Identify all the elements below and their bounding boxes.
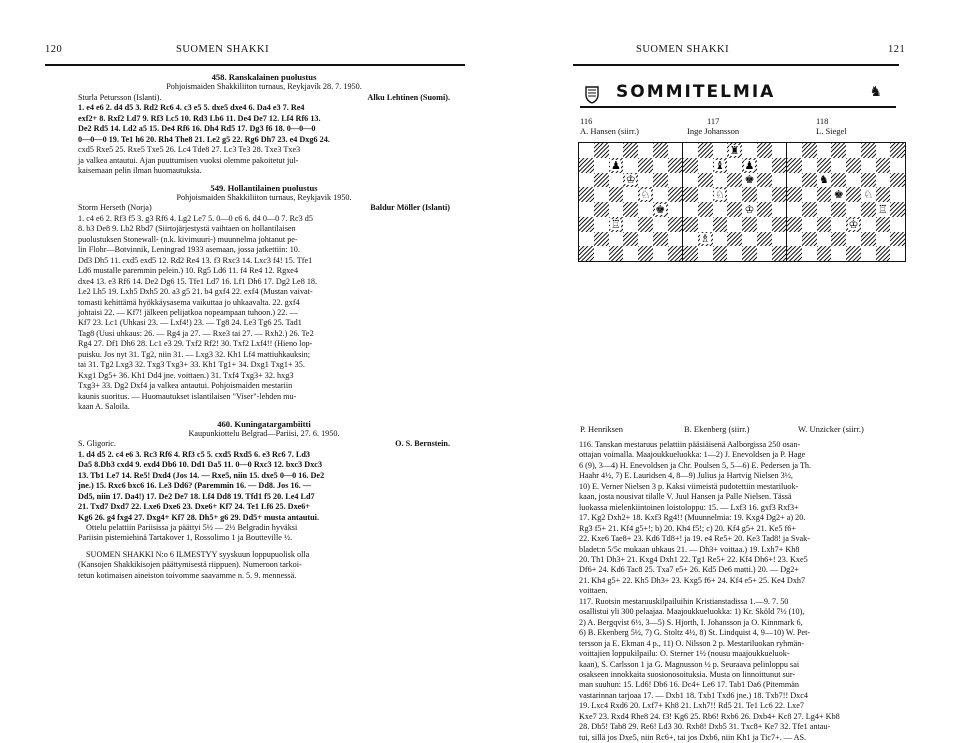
board-square — [698, 202, 713, 217]
text-line: 28. Db5! Tab8 29. Re6! Ld3 30. Rxb8! Dxb5 31. Txc8+ Ke7 32. Tfe1 antau- — [579, 722, 831, 732]
board-square — [802, 246, 817, 261]
text-line: johtaisi 22. — Kf7! jälkeen pelijatkoa nopeampaan tuhoon.) 22. — — [78, 307, 298, 317]
board-square — [653, 232, 668, 247]
board-square — [579, 232, 594, 247]
text-line: 460. Kuningatargambiitti — [217, 418, 311, 429]
text-line: kaan, josta nousivat tilalle V. Juul Hansen ja Palle Nielsen. Tässä — [579, 492, 792, 502]
chessboard-118 — [786, 142, 906, 262]
board-square — [638, 173, 653, 188]
line-left: S. Gligoric. — [78, 439, 116, 449]
board-square — [817, 173, 832, 188]
text-line: vastarinnan tarjoaa 17. — Dxb1 18. Txb1 Txd6 jne.) 18. Txb7!! Dxc4 — [579, 690, 808, 700]
board-square — [653, 158, 668, 173]
board-square — [594, 232, 609, 247]
board-square — [579, 173, 594, 188]
board-square — [861, 173, 876, 188]
chess-piece-icon: ♚ — [655, 202, 666, 216]
board-square — [609, 232, 624, 247]
board-square — [653, 217, 668, 232]
chess-piece-icon: ♖ — [610, 217, 621, 231]
text-line: (Kansojen Shakkikisojen päättymisestä riippuen). Numeroon tarkoi- — [78, 560, 302, 570]
board-square — [609, 143, 624, 158]
board-square — [609, 202, 624, 217]
board-square — [861, 158, 876, 173]
problem-author-bottom-3: W. Unzicker (siirr.) — [798, 424, 864, 434]
board-square — [802, 158, 817, 173]
board-square — [713, 202, 728, 217]
board-square — [876, 246, 891, 261]
board-square — [802, 173, 817, 188]
text-line: Kxg1 Dg5+ 36. Kh1 Dd4 jne. voittaen.) 31. Txf4 Txg3+ 32. hxg3 — [78, 370, 294, 380]
text-line: 549. Hollantilainen puolustus — [210, 182, 318, 193]
text-line: 0—0—0 19. Te1 h6 20. Rh4 The8 21. Le2 g5 22. Rg6 Dh7 23. e4 Dxg6 24. — [78, 134, 330, 144]
board-square — [713, 143, 728, 158]
board-square — [638, 217, 653, 232]
text-line: 1. c4 e6 2. Rf3 f5 3. g3 Rf6 4. Lg2 Le7 5. 0—0 c6 6. d4 0—0 7. Rc3 d5 — [78, 213, 313, 223]
text-line: Dd3 Dh5 11. cxd5 exd5 12. Rd2 Re4 13. f3 Rxc3 14. Lxc3 f4! 15. Tfe1 — [78, 255, 313, 265]
board-square — [802, 143, 817, 158]
board-square — [638, 232, 653, 247]
text-line: Kf7 23. Lc1 (Uhkasi 23. — Lxf4!) 23. — Tg8 24. Le3 Tg6 25. Tad1 — [78, 318, 302, 328]
board-square — [594, 173, 609, 188]
board-square — [772, 173, 787, 188]
text-line: tersson ja E. Ekman 4 p., 11) O. Nilsson 2 p. Mestariluokan ryhmän- — [579, 638, 805, 648]
text-line: tui, sillä jos Dxe5, niin Rc6+, tai jos Dxb6, niin Kh1 ja Tic7+. — AS. — [579, 732, 807, 742]
board-square — [683, 158, 698, 173]
left-page-number: 120 — [45, 44, 63, 55]
text-line: kaan), S. Carlsson 1 ja G. Magnusson ½ p. Seuraava pelinloppu sai — [579, 659, 800, 669]
text-line — [78, 93, 450, 103]
board-square — [683, 202, 698, 217]
board-square — [831, 232, 846, 247]
board-square — [890, 173, 905, 188]
text-line: Kaupunkiottelu Belgrad—Pariisi, 27. 6. 1950. — [188, 428, 340, 438]
chess-piece-icon: ♘ — [863, 188, 874, 202]
text-line: 2) A. Bergqvist 6½, 3—5) S. Hjorth, I. Johansson ja O. Kinnmark 6, — [579, 617, 803, 627]
board-square — [713, 187, 728, 202]
chess-piece-icon: ♚ — [833, 188, 844, 202]
board-square — [890, 202, 905, 217]
board-square — [727, 158, 742, 173]
text-line: 1. e4 e6 2. d4 d5 3. Rd2 Rc6 4. c3 e5 5. dxe5 dxe4 6. Da4 e3 7. Re4 — [78, 103, 305, 113]
board-square — [802, 232, 817, 247]
chess-piece-icon: ♗ — [700, 232, 711, 246]
right-page-number: 121 — [888, 44, 906, 55]
board-square — [757, 217, 772, 232]
board-square — [846, 246, 861, 261]
text-line: Pohjoismaiden Shakkiliiton turnaus, Reykjavík 28. 7. 1950. — [166, 82, 362, 92]
board-square — [787, 173, 802, 188]
text-line: 116. Tanskan mestaruus pelattiin pääsiäisenä Aalborgissa 250 osan- — [579, 440, 801, 449]
board-square — [668, 246, 683, 261]
left-column-text — [78, 72, 450, 581]
board-square — [831, 158, 846, 173]
problem-author-118: L. Siegel — [816, 126, 847, 136]
text-line: Dd5, niin 17. Da4!) 17. De2 De7 18. Lf4 Dd8 19. Tfd1 f5 20. Le4 Ld7 — [78, 491, 315, 501]
text-line: Df6+ 24. Kd6 Tac8 25. Txa7 e5+ 26. Kd5 De6 matti.) 20. — Dg2+ — [579, 565, 799, 575]
board-square — [772, 217, 787, 232]
text-line: puolustuksen Stonewall- (n.k. kivimuuri-) muunnelma johtanut pe- — [78, 234, 298, 244]
board-square — [817, 217, 832, 232]
board-square — [817, 158, 832, 173]
chess-piece-icon: ♟ — [744, 158, 755, 172]
chess-piece-icon: ♞ — [818, 173, 829, 187]
board-square — [802, 217, 817, 232]
board-square — [668, 202, 683, 217]
board-square — [772, 202, 787, 217]
board-square — [579, 202, 594, 217]
board-square — [757, 143, 772, 158]
board-square — [787, 143, 802, 158]
board-square — [861, 143, 876, 158]
board-square — [742, 217, 757, 232]
board-square — [623, 202, 638, 217]
problem-number-117: 117 — [707, 116, 720, 126]
board-square — [698, 158, 713, 173]
text-line: Rg3 f5+ 21. Kf4 g5+!; b) 20. Kh4 f5!; c) 20. Kf4 g5+ 21. Ke5 f6+ — [579, 523, 796, 533]
board-square — [890, 187, 905, 202]
text-line: tai 31. Tg2 Lxg3 32. Txg3 Txg3+ 33. Kh1 Tg1+ 34. Dxg1 Txg1+ 35. — [78, 360, 305, 370]
board-square — [861, 217, 876, 232]
board-square — [668, 173, 683, 188]
board-square — [757, 232, 772, 247]
board-square — [817, 202, 832, 217]
text-line: luokassa mielenkiintoinen loistoloppu: 15. — Lxf3 16. gxf3 Rxf3+ — [579, 502, 799, 512]
board-square — [757, 173, 772, 188]
text-line: 1. d4 d5 2. c4 e6 3. Rc3 Rf6 4. Rf3 c5 5. cxd5 Rxd5 6. e3 Rc6 7. Ld3 — [78, 449, 310, 459]
board-square — [594, 143, 609, 158]
board-square — [876, 202, 891, 217]
board-square — [890, 158, 905, 173]
text-line: man suuhun: 15. Ld6! Db6 16. Dc4+ Le6 17. Tab1 Da6 (Pitemmän — [579, 680, 799, 690]
board-square — [831, 187, 846, 202]
board-square — [742, 232, 757, 247]
right-column-text — [579, 440, 897, 743]
board-square — [742, 187, 757, 202]
chess-piece-icon: ♚ — [744, 173, 755, 187]
board-square — [727, 187, 742, 202]
board-square — [787, 158, 802, 173]
board-square — [609, 246, 624, 261]
right-running-title: SUOMEN SHAKKI — [636, 44, 730, 55]
text-line: kaisemaan pelin ilman huomautuksia. — [78, 166, 202, 176]
board-square — [653, 246, 668, 261]
board-square — [623, 232, 638, 247]
board-square — [772, 246, 787, 261]
board-square — [757, 246, 772, 261]
board-square — [623, 173, 638, 188]
board-square — [609, 173, 624, 188]
board-square — [876, 187, 891, 202]
chessboard-117 — [682, 142, 802, 262]
text-line: voittajien loppukilpailu: O. Sterner 1½ (nousu maajoukkueluok- — [579, 649, 790, 659]
board-square — [846, 202, 861, 217]
chess-piece-icon: ♘ — [714, 188, 725, 202]
text-line: tetun kotimaisen aineiston toivomme saavamme n. 5. 9. mennessä. — [78, 570, 297, 580]
board-square — [890, 143, 905, 158]
board-square — [772, 232, 787, 247]
text-line: Ottelu pelattiin Pariisissa ja päättyi 5½ — 2½ Belgradin hyväksi — [86, 523, 298, 533]
board-square — [653, 173, 668, 188]
board-square — [727, 173, 742, 188]
text-line: Le2 Lh5 19. Lxh5 Dxh5 20. a3 g5 21. b4 gxf4 22. exf4 (Mustan vaivat- — [78, 287, 313, 297]
board-square — [802, 202, 817, 217]
text-line: puisku. Jos nyt 31. Tg2, niin 31. — Lxg3 32. Kh1 Lf4 mattiuhkauksin; — [78, 349, 311, 359]
left-header-rule — [45, 64, 465, 66]
board-square — [727, 143, 742, 158]
chessboard-116 — [578, 142, 698, 262]
board-square — [742, 202, 757, 217]
board-square — [831, 246, 846, 261]
board-square — [876, 217, 891, 232]
chess-piece-icon: ♘ — [640, 188, 651, 202]
board-square — [846, 187, 861, 202]
board-square — [623, 143, 638, 158]
text-line: kaan A. Saloila. — [78, 402, 130, 412]
board-square — [579, 217, 594, 232]
board-square — [846, 143, 861, 158]
board-square — [890, 246, 905, 261]
left-running-title: SUOMEN SHAKKI — [176, 44, 270, 55]
board-square — [638, 143, 653, 158]
text-line: Ld6 mustalle paremmin pelein.) 10. Rg5 Ld6 11. f4 Re4 12. Rgxe4 — [78, 266, 299, 276]
board-square — [727, 217, 742, 232]
board-square — [698, 246, 713, 261]
chess-piece-icon: ♜ — [729, 143, 740, 157]
board-square — [772, 158, 787, 173]
board-square — [742, 143, 757, 158]
text-line: Tag8 (Uusi uhkaus: 26. — Rg4 ja 27. — Rxe3 tai 27. — Rxh2.) 26. Te2 — [78, 328, 314, 338]
board-square — [727, 232, 742, 247]
board-square — [861, 246, 876, 261]
text-line: Haahr 4½, 7) E. Lauridsen 4, 8—9) Julius ja Hartvig Nielsen 3½, — [579, 471, 793, 481]
board-square — [683, 173, 698, 188]
board-square — [727, 246, 742, 261]
board-square — [890, 217, 905, 232]
board-square — [817, 143, 832, 158]
sommitelmia-title: SOMMITELMIA — [616, 82, 776, 102]
board-square — [698, 187, 713, 202]
text-line: exf2+ 8. Rxf2 Ld7 9. Rf3 Lc5 10. Rd3 Lb6 11. De4 De7 12. Lf4 Rf6 13. — [78, 113, 321, 123]
chess-piece-icon: ♟ — [610, 158, 621, 172]
board-square — [698, 143, 713, 158]
board-square — [787, 217, 802, 232]
board-square — [594, 187, 609, 202]
text-line: voittaen. — [579, 586, 608, 596]
board-square — [831, 143, 846, 158]
board-square — [609, 217, 624, 232]
board-square — [787, 232, 802, 247]
board-square — [713, 158, 728, 173]
text-line: Da5 8.Db3 cxd4 9. exd4 Db6 10. Dd1 Da5 11. 0—0 Rxc3 12. bxc3 Dxc3 — [78, 460, 323, 470]
board-square — [817, 232, 832, 247]
board-square — [638, 187, 653, 202]
text-line: Kxe7 23. Rxd4 Rhe8 24. f3! Kg6 25. Rb6! Rxb6 26. Dxb4+ Kc8 27. Lg4+ Kb8 — [579, 711, 840, 721]
text-line: kaunis suoritus. — Huomautukset islantilaisen "Viser"-lehden mu- — [78, 391, 297, 401]
board-square — [609, 187, 624, 202]
board-square — [668, 143, 683, 158]
board-square — [787, 246, 802, 261]
board-square — [594, 217, 609, 232]
board-square — [638, 202, 653, 217]
chess-piece-icon: ♔ — [744, 202, 755, 216]
board-square — [698, 173, 713, 188]
text-line: 458. Ranskalainen puolustus — [211, 72, 317, 82]
problem-author-bottom-2: B. Ekenberg (siirr.) — [684, 424, 750, 434]
board-square — [772, 187, 787, 202]
board-square — [727, 202, 742, 217]
text-line: osakseen innokkaita suosionosoituksia. Musta on linnoittunut sur- — [579, 669, 796, 679]
text-line: osallistui yli 300 pelaajaa. Maajoukkueluokka: 1) Kr. Sköld 7½ (10), — [579, 607, 805, 617]
board-square — [713, 246, 728, 261]
right-header-rule — [573, 64, 899, 66]
line-right: O. S. Bernstein. — [395, 439, 450, 449]
board-square — [594, 158, 609, 173]
text-line: ottajan voimalla. Maajoukkueluokka: 1—2) J. Enevoldsen ja P. Hage — [579, 450, 806, 460]
board-square — [623, 246, 638, 261]
board-square — [623, 187, 638, 202]
text-line: 22. Kxe6 Tae8+ 23. Kd6 Td8+! ja 19. e4 Re5+ 20. Ke3 Tad8! ja Svak- — [579, 534, 810, 544]
line-left: Sturla Petursson (Islanti). — [78, 92, 162, 102]
board-square — [683, 232, 698, 247]
text-line: 19. Lxc4 Rxd6 20. Lxf7+ Kh8 21. Lxh7!! Rd5 21. Te1 Lc6 22. Lxe7 — [579, 701, 804, 711]
text-line: bladet:n 5/5c mukaan uhkaus 21. — Dh3+ voittaa.) 19. Lxh7+ Kh8 — [579, 544, 800, 554]
text-line: 6 (9), 3—4) H. Enevoldsen ja Chr. Poulsen 5, 5—6) E. Pedersen ja Th. — [579, 460, 812, 470]
text-line: 117. Ruotsin mestaruuskilpailuihin Kristianstadissa 1.—9. 7. 50 — [579, 596, 789, 606]
text-line: 21. Kh4 g5+ 22. Kh5 Dh3+ 23. Kxg5 f6+ 24. Kf4 e5+ 25. Ke4 Dxh7 — [579, 575, 806, 585]
problem-number-118: 118 — [816, 116, 829, 126]
board-square — [579, 187, 594, 202]
board-square — [757, 202, 772, 217]
text-line: 6) B. Ekenberg 5½, 7) G. Stoltz 4½, 8) St. Lindquist 4, 9—10) W. Pet- — [579, 628, 811, 638]
chess-piece-icon: ♔ — [625, 173, 636, 187]
board-square — [579, 246, 594, 261]
text-line: Txg3+ 33. Dg2 Dxf4 ja valkea antautui. Pohjoismaiden mestariin — [78, 381, 293, 391]
board-square — [579, 143, 594, 158]
board-square — [594, 246, 609, 261]
board-square — [653, 187, 668, 202]
text-line: 17. Kg2 Dxh2+ 18. Kxf3 Rg4!! (Muunnelmia: 19. Kxg4 Dg2+ a) 20. — [579, 513, 806, 523]
board-square — [698, 217, 713, 232]
board-square — [861, 187, 876, 202]
board-square — [623, 217, 638, 232]
board-square — [757, 187, 772, 202]
board-square — [742, 158, 757, 173]
text-line: 21. Txd7 Dxd7 22. Lxe6 Dxe6 23. Dxe6+ Kf7 24. Te1 Lf6 25. Dxe6+ — [78, 502, 311, 512]
board-square — [831, 217, 846, 232]
board-square — [787, 187, 802, 202]
problem-author-bottom-1: P. Henriksen — [580, 424, 623, 434]
board-square — [846, 217, 861, 232]
board-square — [772, 143, 787, 158]
chess-piece-icon: ♖ — [877, 202, 888, 216]
problem-author-116: A. Hansen (siirr.) — [580, 126, 640, 136]
text-line: tomasti kehittämä hyökkäysasema vaikuttaa jo uhkaavalta. 22. gxf4 — [78, 297, 300, 307]
text-line: jne.) 15. Rxc6 bxc6 16. Le3 Dd6? (Paremmin 16. — Dd8. Jos 16. — — [78, 481, 311, 491]
board-square — [653, 143, 668, 158]
board-square — [594, 202, 609, 217]
text-line: Pariisin pistemiehinä Tartakover 1, Rossolimo 1 ja Boutteville ½. — [78, 533, 293, 543]
text-line: dxe4 13. e3 Rf6 14. De2 Dg6 15. Tfe1 Ld7 16. Lf1 Dh6 17. Dg2 Le8 18. — [78, 276, 318, 286]
board-square — [668, 232, 683, 247]
board-square — [861, 232, 876, 247]
text-line: 20. Th1 Dh3+ 21. Kxg4 Dxh1 22. Tg1 Re5+ 22. Kf4 Dh6+! 23. Kxe5 — [579, 554, 808, 564]
text-line: lin Flohr—Botvinnik, Leningrad 1933 asemaan, jossa jatkettiin: 10. — [78, 245, 300, 255]
board-square — [683, 246, 698, 261]
line-left: Storm Herseth (Norja) — [78, 203, 152, 213]
board-square — [638, 246, 653, 261]
sommitelmia-banner — [580, 80, 896, 108]
line-right: Alku Lehtinen (Suomi). — [367, 92, 450, 102]
board-square — [638, 158, 653, 173]
board-square — [668, 217, 683, 232]
board-square — [668, 187, 683, 202]
text-line: cxd5 Rxe5 25. Rxe5 Txe5 26. Lc4 Tde8 27. Lc3 Te3 28. Txe3 Txe3 — [78, 145, 301, 155]
board-square — [683, 143, 698, 158]
board-square — [817, 187, 832, 202]
chess-piece-icon: ♔ — [848, 217, 859, 231]
text-line: Pohjoismaiden Shakkiliiton turnaus, Reykjavik 1950. — [176, 192, 352, 202]
shield-logo-icon — [584, 86, 600, 104]
board-square — [742, 173, 757, 188]
text-line — [78, 203, 450, 213]
board-square — [713, 217, 728, 232]
board-square — [861, 202, 876, 217]
board-square — [668, 158, 683, 173]
board-square — [876, 173, 891, 188]
problem-author-117: Inge Johansson — [687, 126, 740, 136]
board-square — [846, 173, 861, 188]
board-square — [831, 173, 846, 188]
board-square — [683, 217, 698, 232]
board-square — [623, 158, 638, 173]
text-line: 10) E. Verner Nielsen 3 p. Kaksi viimeistä pudotettiin mestariluok- — [579, 481, 799, 491]
board-square — [609, 158, 624, 173]
board-square — [831, 202, 846, 217]
text-line: Kg6 26. g4 fxg4 27. Dxg4+ Kf7 28. Dh5+ g6 29. Dd5+ musta antautui. — [78, 512, 319, 522]
board-square — [876, 158, 891, 173]
problem-number-116: 116 — [580, 116, 593, 126]
board-square — [817, 246, 832, 261]
line-right: Baldur Möller (Islanti) — [370, 203, 450, 213]
text-line: De2 Rd5 14. Ld2 a5 15. De4 Rf6 16. Dh4 Rd5 17. Dg3 f6 18. 0—0—0 — [78, 124, 316, 134]
board-square — [713, 232, 728, 247]
board-square — [713, 173, 728, 188]
text-line: 13. Tb1 Le7 14. Re5! Dxd4 (Jos 14. — Rxe5, niin 15. dxe5 0—0 16. De2 — [78, 470, 325, 480]
board-square — [846, 232, 861, 247]
board-square — [890, 232, 905, 247]
board-square — [698, 232, 713, 247]
board-square — [846, 158, 861, 173]
chess-piece-icon: ♝ — [714, 158, 725, 172]
board-square — [653, 202, 668, 217]
text-line: Rg4 27. Df1 Dh6 28. Lc1 e3 29. Txf2 Rf2! 30. Txf2 Lxf4!! (Hieno lop- — [78, 339, 313, 349]
board-square — [802, 187, 817, 202]
text-line — [78, 439, 450, 449]
text-line: SUOMEN SHAKKI N:o 6 ILMESTYY syyskuun loppupuolisk olla — [86, 549, 310, 559]
board-square — [742, 246, 757, 261]
board-square — [876, 232, 891, 247]
text-line: ja valkea antautui. Ajan puuttumisen vuoksi olemme pakoitetut jul- — [78, 155, 299, 165]
text-line: 8. b3 De8 9. Lb2 Rbd7 (Siirtojärjestystä vaihtaen on hollantilaisen — [78, 224, 296, 234]
board-square — [757, 158, 772, 173]
board-square — [876, 143, 891, 158]
knight-piece-icon: ♞ — [869, 84, 882, 100]
board-square — [787, 202, 802, 217]
board-square — [683, 187, 698, 202]
board-square — [579, 158, 594, 173]
